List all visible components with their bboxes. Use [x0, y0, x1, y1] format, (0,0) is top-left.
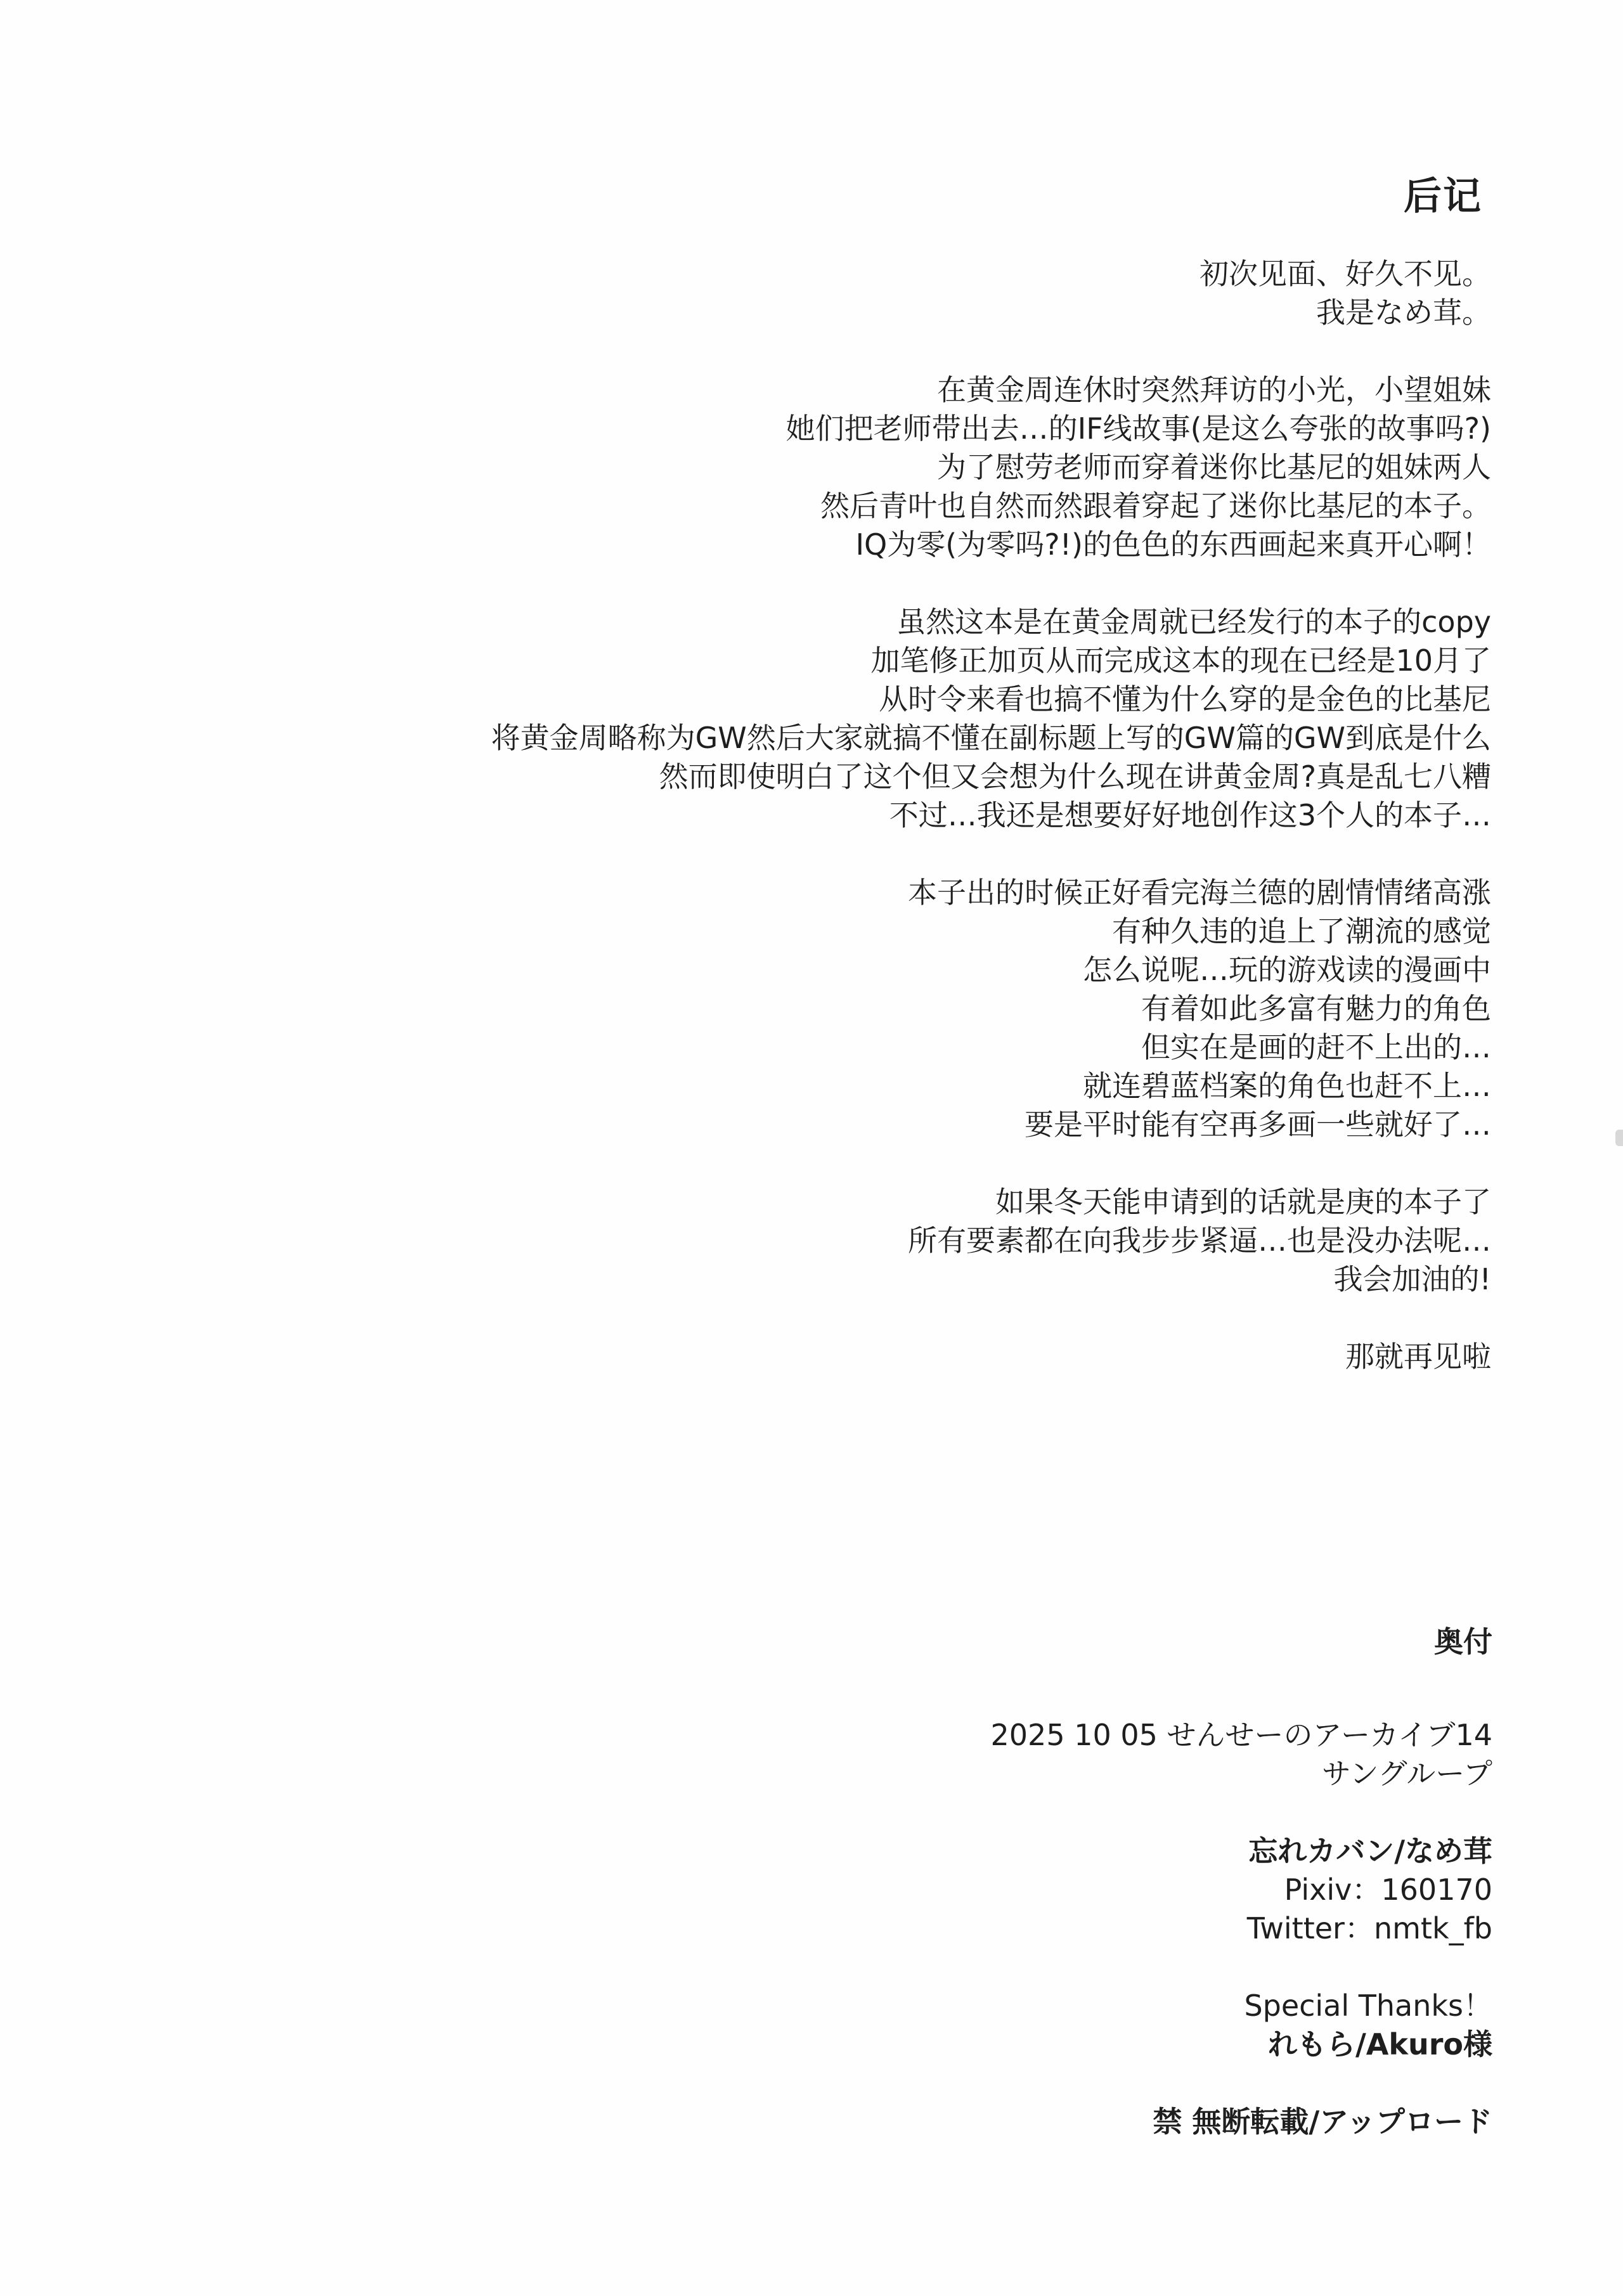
afterword-line: 有着如此多富有魅力的角色: [1141, 991, 1491, 1026]
colophon-group: [991, 1716, 1492, 1793]
colophon-line: Special Thanks！: [1244, 1989, 1492, 2023]
afterword-line: 但实在是画的赶不上出的…: [1141, 1030, 1491, 1064]
colophon-line: れもら/Akuro様: [1267, 2027, 1492, 2061]
afterword-line: 虽然这本是在黄金周就已经发行的本子的copy: [896, 605, 1491, 639]
afterword-line: 然而即使明白了这个但又会想为什么现在讲黄金周?真是乱七八糟: [659, 759, 1491, 794]
colophon-group: [991, 1832, 1492, 1948]
afterword-paragraph: [491, 255, 1491, 332]
colophon-line: 禁 無断転載/アップロード: [1153, 2105, 1492, 2139]
afterword-line: 她们把老师带出去…的IF线故事(是这么夸张的故事吗?): [786, 411, 1491, 446]
afterword-line: IQ为零(为零吗?!)的色色的东西画起来真开心啊！: [855, 527, 1491, 562]
afterword-paragraph: [491, 371, 1491, 564]
afterword-line: 如果冬天能申请到的话就是庚的本子了: [995, 1185, 1491, 1219]
afterword-line: 在黄金周连休时突然拜访的小光，小望姐妹: [937, 373, 1491, 407]
afterword-line: 本子出的时候正好看完海兰德的剧情情绪高涨: [908, 875, 1491, 910]
afterword-line: 那就再见啦: [1345, 1339, 1491, 1374]
afterword-line: 我会加油的!: [1333, 1262, 1491, 1296]
colophon-line: Pixiv：160170: [1284, 1873, 1492, 1907]
colophon-groups: [991, 1716, 1492, 2141]
afterword-body: [491, 255, 1491, 1415]
afterword-line: 不过…我还是想要好好地创作这3个人的本子…: [889, 798, 1491, 832]
colophon-line: 2025 10 05 せんせーのアーカイブ14: [990, 1718, 1492, 1752]
colophon-group: [991, 1987, 1492, 2064]
colophon: [991, 1623, 1492, 2180]
afterword-line: 初次见面、好久不见。: [1199, 257, 1491, 291]
afterword-line: 为了慰劳老师而穿着迷你比基尼的姐妹两人: [937, 450, 1491, 484]
afterword-line: 加笔修正加页从而完成这本的现在已经是10月了: [870, 643, 1491, 678]
afterword-paragraph: [491, 874, 1491, 1144]
afterword-paragraph: [491, 1183, 1491, 1299]
afterword-line: 所有要素都在向我步步紧逼…也是没办法呢…: [908, 1223, 1491, 1258]
afterword-line: 有种久违的追上了潮流的感觉: [1112, 914, 1491, 948]
colophon-line: Twitter：nmtk_fb: [1246, 1911, 1492, 1945]
afterword-paragraph: [491, 1338, 1491, 1376]
afterword-paragraph: [491, 603, 1491, 835]
afterword-title: 后记: [1404, 174, 1482, 219]
afterword-line: 然后青叶也自然而然跟着穿起了迷你比基尼的本子。: [820, 489, 1491, 523]
afterword-line: 就连碧蓝档案的角色也赶不上…: [1083, 1069, 1491, 1103]
page-edge-mark: [1615, 1130, 1623, 1146]
afterword-line: 将黄金周略称为GW然后大家就搞不懂在副标题上写的GW篇的GW到底是什么: [491, 721, 1491, 755]
colophon-line: 忘れカバン/なめ茸: [1248, 1834, 1492, 1868]
afterword-line: 要是平时能有空再多画一些就好了…: [1025, 1107, 1491, 1142]
afterword-line: 怎么说呢…玩的游戏读的漫画中: [1083, 953, 1491, 987]
afterword-line: 从时令来看也搞不懂为什么穿的是金色的比基尼: [879, 682, 1491, 716]
afterword-line: 我是なめ茸。: [1316, 295, 1491, 330]
colophon-heading: 奥付: [1434, 1625, 1492, 1659]
colophon-line: サングループ: [1321, 1757, 1492, 1791]
colophon-group: [991, 2103, 1492, 2141]
